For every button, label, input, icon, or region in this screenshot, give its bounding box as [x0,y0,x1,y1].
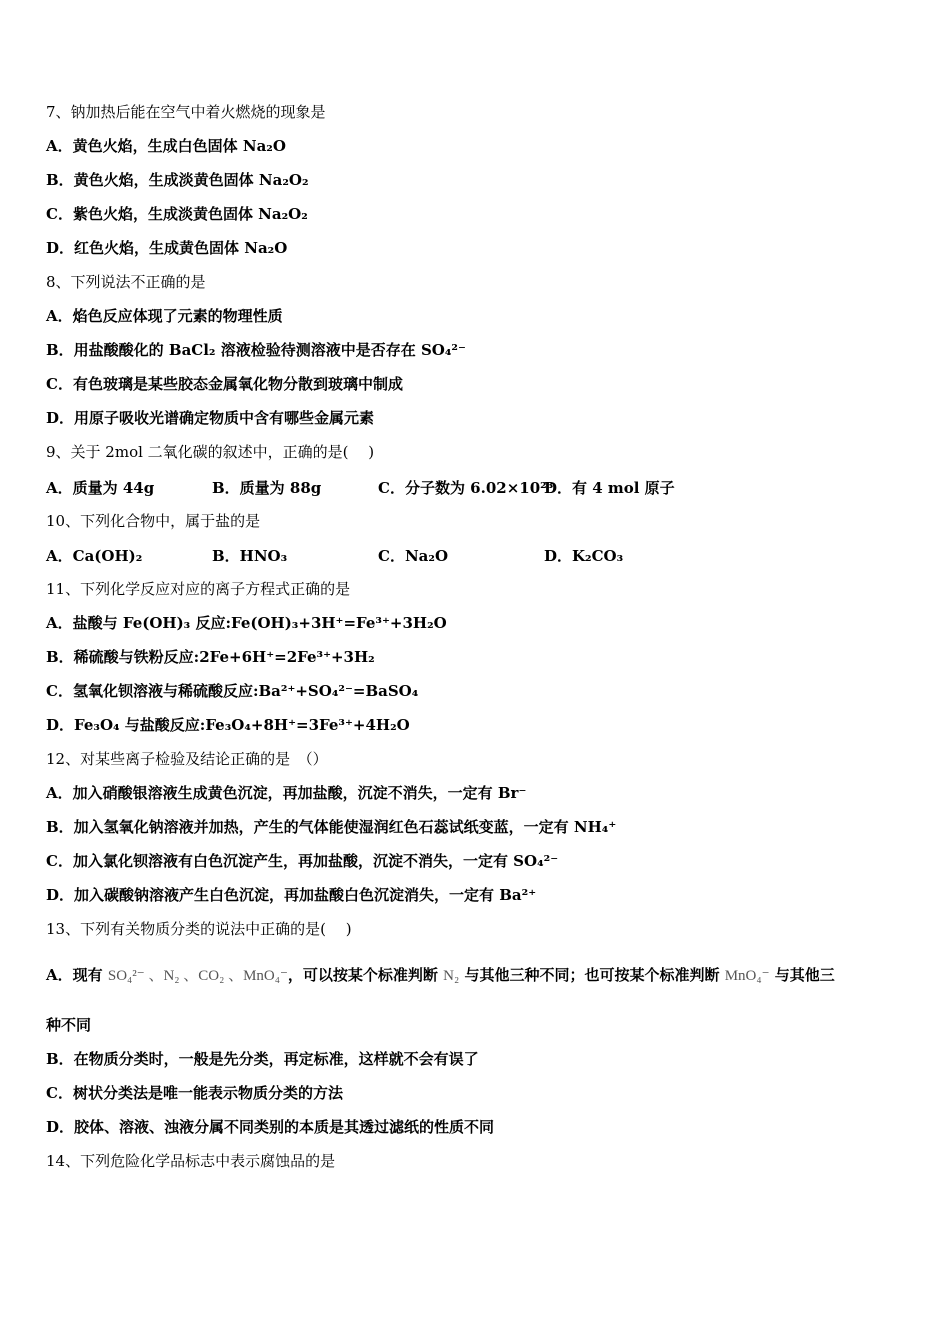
q8-option-c: C．有色玻璃是某些胶态金属氧化物分散到玻璃中制成 [46,375,403,393]
q12-option-a: A．加入硝酸银溶液生成黄色沉淀，再加盐酸，沉淀不消失，一定有 Br⁻ [46,784,527,802]
q13-a-mid: ，可以按某个标准判断 [287,966,438,984]
q13-a-mno4: MnO₄⁻ [724,968,770,984]
q13-a-n2: N₂ [443,968,460,984]
q9-option-d: D．有 4 mol 原子 [544,479,675,497]
q12-option-d: D．加入碳酸钠溶液产生白色沉淀，再加盐酸白色沉淀消失，一定有 Ba²⁺ [46,886,537,904]
q13-option-a [46,965,835,986]
q10-stem: 10、下列化合物中，属于盐的是 [46,512,261,530]
q13-option-b: B．在物质分类时，一般是先分类，再定标准，这样就不会有误了 [46,1050,479,1068]
q13-stem: 13、下列有关物质分类的说法中正确的是( ) [46,920,352,938]
q7-option-b: B．黄色火焰，生成淡黄色固体 Na₂O₂ [46,171,309,189]
q9-stem: 9、关于 2mol 二氧化碳的叙述中，正确的是( ) [46,443,375,461]
q7-option-a: A．黄色火焰，生成白色固体 Na₂O [46,137,286,155]
q12-option-b: B．加入氢氧化钠溶液并加热，产生的气体能使湿润红色石蕊试纸变蓝，一定有 NH₄⁺ [46,818,617,836]
q10-option-a: A．Ca(OH)₂ [46,547,143,565]
q13-a-prefix: A．现有 [46,966,103,984]
q13-option-d: D．胶体、溶液、浊液分属不同类别的本质是其透过滤纸的性质不同 [46,1118,495,1136]
q13-option-c: C．树状分类法是唯一能表示物质分类的方法 [46,1084,343,1102]
q13-a-suffix: 与其他三 [774,966,835,984]
q13-a-formulas: SO₄²⁻ 、N₂ 、CO₂ 、MnO₄⁻ [107,968,288,984]
q7-option-d: D．红色火焰，生成黄色固体 Na₂O [46,239,288,257]
q9-option-c: C．分子数为 6.02×10²³ [378,479,554,497]
q11-option-a: A．盐酸与 Fe(OH)₃ 反应:Fe(OH)₃+3H⁺=Fe³⁺+3H₂O [46,614,447,632]
q8-stem: 8、下列说法不正确的是 [46,273,206,291]
q12-option-c: C．加入氯化钡溶液有白色沉淀产生，再加盐酸，沉淀不消失，一定有 SO₄²⁻ [46,852,559,870]
q11-option-c: C．氢氧化钡溶液与稀硫酸反应:Ba²⁺+SO₄²⁻=BaSO₄ [46,682,419,700]
q13-option-a-continued: 种不同 [46,1016,92,1034]
q8-option-b: B．用盐酸酸化的 BaCl₂ 溶液检验待测溶液中是否存在 SO₄²⁻ [46,341,466,359]
q10-option-d: D．K₂CO₃ [544,547,624,565]
q12-stem: 12、对某些离子检验及结论正确的是 （） [46,750,328,768]
q14-stem: 14、下列危险化学品标志中表示腐蚀品的是 [46,1152,336,1170]
q7-stem: 7、钠加热后能在空气中着火燃烧的现象是 [46,103,326,121]
q8-option-a: A．焰色反应体现了元素的物理性质 [46,307,283,325]
q11-stem: 11、下列化学反应对应的离子方程式正确的是 [46,580,351,598]
q7-option-c: C．紫色火焰，生成淡黄色固体 Na₂O₂ [46,205,308,223]
q11-option-b: B．稀硫酸与铁粉反应:2Fe+6H⁺=2Fe³⁺+3H₂ [46,648,375,666]
q8-option-d: D．用原子吸收光谱确定物质中含有哪些金属元素 [46,409,375,427]
q9-option-a: A．质量为 44g [46,479,155,497]
q11-option-d: D．Fe₃O₄ 与盐酸反应:Fe₃O₄+8H⁺=3Fe³⁺+4H₂O [46,716,410,734]
q13-a-mid2: 与其他三种不同；也可按某个标准判断 [464,966,720,984]
q10-option-b: B．HNO₃ [212,547,288,565]
q10-option-c: C．Na₂O [378,547,449,565]
q9-option-b: B．质量为 88g [212,479,322,497]
